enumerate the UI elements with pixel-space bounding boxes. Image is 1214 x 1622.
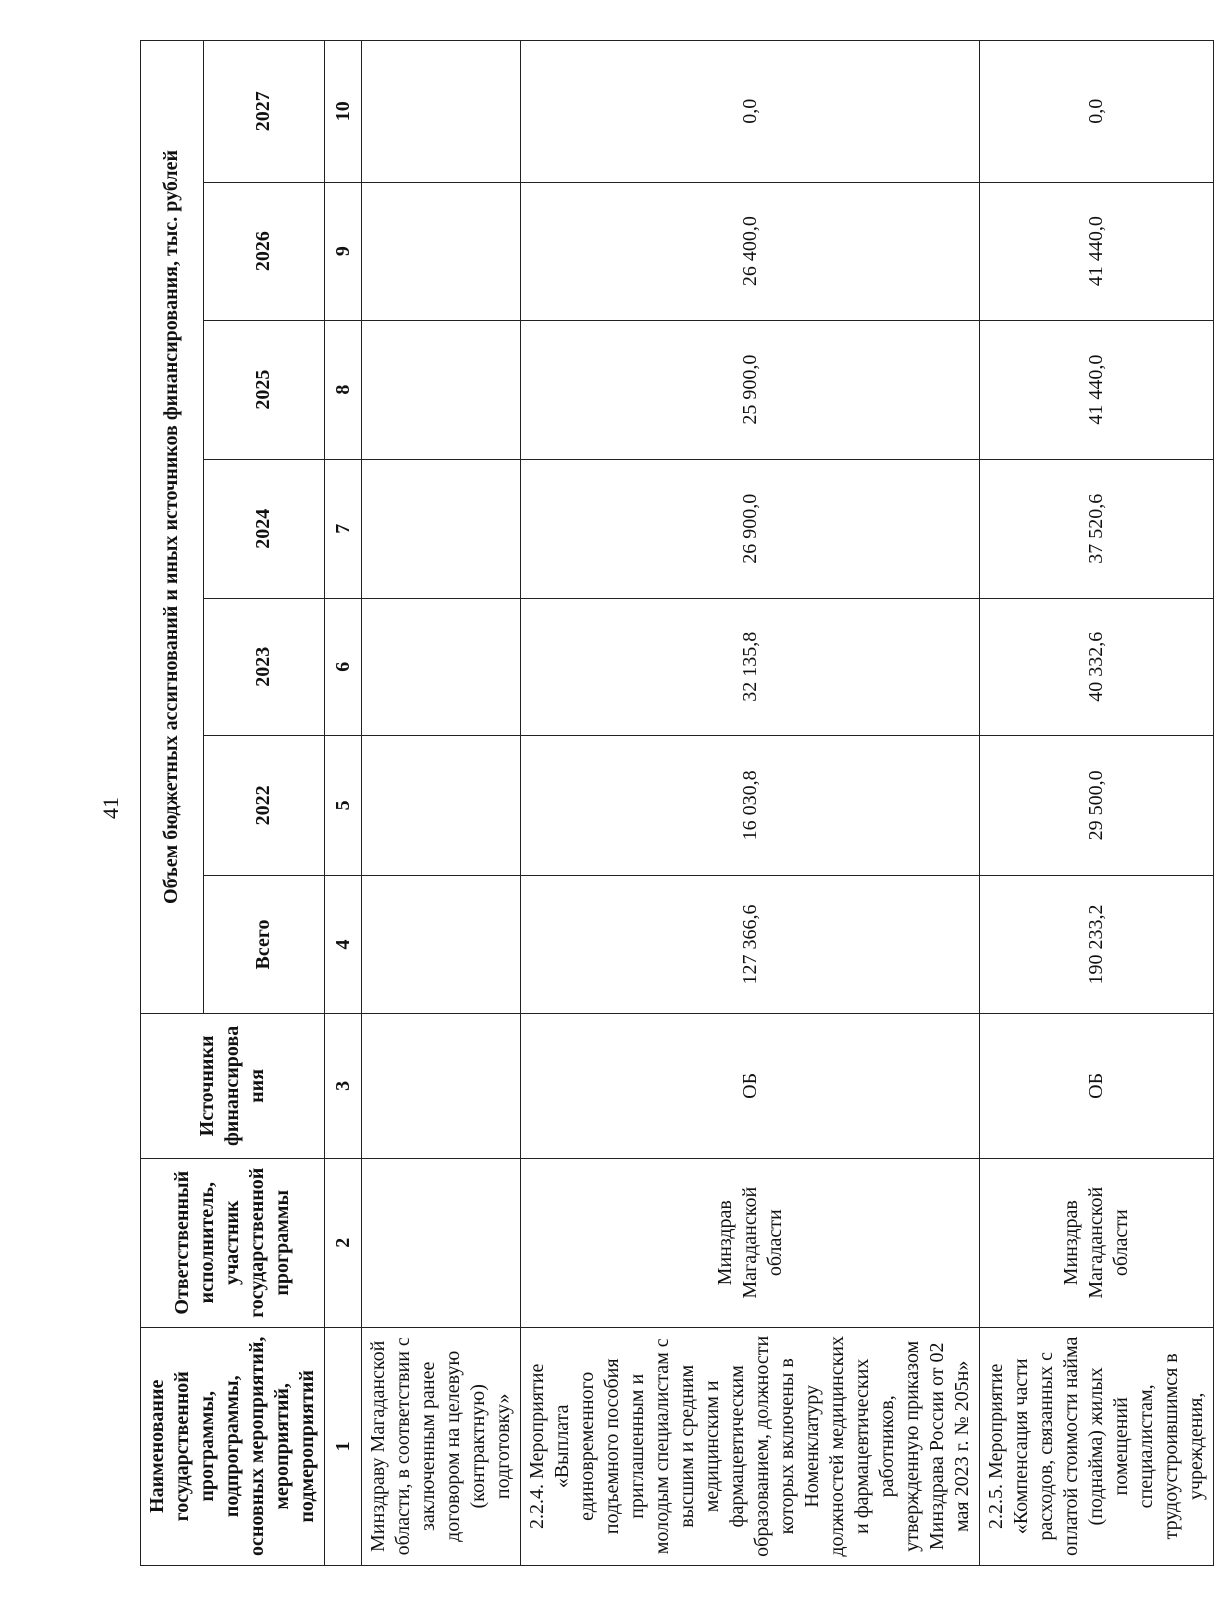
- row-value-2026: 41 440,0: [980, 182, 1214, 320]
- budget-table: [140, 40, 1214, 1566]
- row-value-2023: [362, 598, 521, 735]
- column-number: 2: [325, 1158, 362, 1327]
- row-value-total: 127 366,6: [521, 875, 980, 1013]
- row-value-2027: 0,0: [521, 41, 980, 183]
- row-name: Минздраву Магаданской области, в соответствии с заключенным ранее договором на целевую (контрактную) подготовку»: [362, 1327, 521, 1565]
- column-number: 3: [325, 1013, 362, 1158]
- header-year-total: Всего: [203, 875, 324, 1013]
- row-value-2025: 25 900,0: [521, 320, 980, 459]
- column-number: 8: [325, 320, 362, 459]
- row-value-2025: [362, 320, 521, 459]
- table-row: [362, 41, 521, 1566]
- column-number: 6: [325, 598, 362, 735]
- row-value-2022: 29 500,0: [980, 735, 1214, 875]
- row-executor: Минздрав Магаданской области: [521, 1158, 980, 1327]
- header-year-2023: 2023: [203, 598, 324, 735]
- row-source: ОБ: [521, 1013, 980, 1158]
- column-number: 9: [325, 182, 362, 320]
- row-value-2026: 26 400,0: [521, 182, 980, 320]
- header-executor-col: Ответственный исполнитель, участник государственной программы: [141, 1158, 325, 1327]
- header-year-2022: 2022: [203, 735, 324, 875]
- page-number: [91, 778, 131, 838]
- row-value-2024: [362, 459, 521, 598]
- row-source: ОБ: [980, 1013, 1214, 1158]
- header-year-2024: 2024: [203, 459, 324, 598]
- row-value-2027: 0,0: [980, 41, 1214, 183]
- column-number: 1: [325, 1327, 362, 1565]
- row-executor: [362, 1158, 521, 1327]
- header-source-col: Источники финансирова ния: [141, 1013, 325, 1158]
- row-value-2023: 32 135,8: [521, 598, 980, 735]
- column-number-row: [325, 41, 362, 1566]
- row-value-2025: 41 440,0: [980, 320, 1214, 459]
- row-value-2024: 26 900,0: [521, 459, 980, 598]
- header-name-col: Наименование государственной программы, подпрограммы, основных мероприятий, мероприятий, подмероприятий: [141, 1327, 325, 1565]
- row-name: 2.2.5. Мероприятие «Компенсация части расходов, связанных с оплатой стоимости найма (поднайма) жилых помещений специалистам, трудоустроившимся в учреждения,: [980, 1327, 1214, 1565]
- page-number-text: 41: [98, 797, 123, 819]
- budget-table-rotated: [140, 40, 1207, 1566]
- header-funding-group: Объем бюджетных ассигнований и иных источников финансирования, тыс. рублей: [141, 41, 204, 1014]
- row-value-total: [362, 875, 521, 1013]
- row-value-2022: 16 030,8: [521, 735, 980, 875]
- row-value-2023: 40 332,6: [980, 598, 1214, 735]
- column-number: 5: [325, 735, 362, 875]
- table-row: [980, 41, 1214, 1566]
- column-number: 4: [325, 875, 362, 1013]
- header-year-2027: 2027: [203, 41, 324, 183]
- header-year-2025: 2025: [203, 320, 324, 459]
- row-source: [362, 1013, 521, 1158]
- row-value-2024: 37 520,6: [980, 459, 1214, 598]
- row-name: 2.2.4. Мероприятие «Выплата единовременного подъемного пособия приглашенным и молодым специалистам с высшим и средним медицинским и фармацевтическим образованием, должности которых включены в Номенклатуру должностей медицинских и фармацевтических работников, утвержденную приказом Минздрава России от 02 мая 2023 г. № 205н»: [521, 1327, 980, 1565]
- row-value-2022: [362, 735, 521, 875]
- row-executor: Минздрав Магаданской области: [980, 1158, 1214, 1327]
- table-row: [521, 41, 980, 1566]
- row-value-2027: [362, 41, 521, 183]
- column-number: 7: [325, 459, 362, 598]
- row-value-total: 190 233,2: [980, 875, 1214, 1013]
- header-year-2026: 2026: [203, 182, 324, 320]
- row-value-2026: [362, 182, 521, 320]
- column-number: 10: [325, 41, 362, 183]
